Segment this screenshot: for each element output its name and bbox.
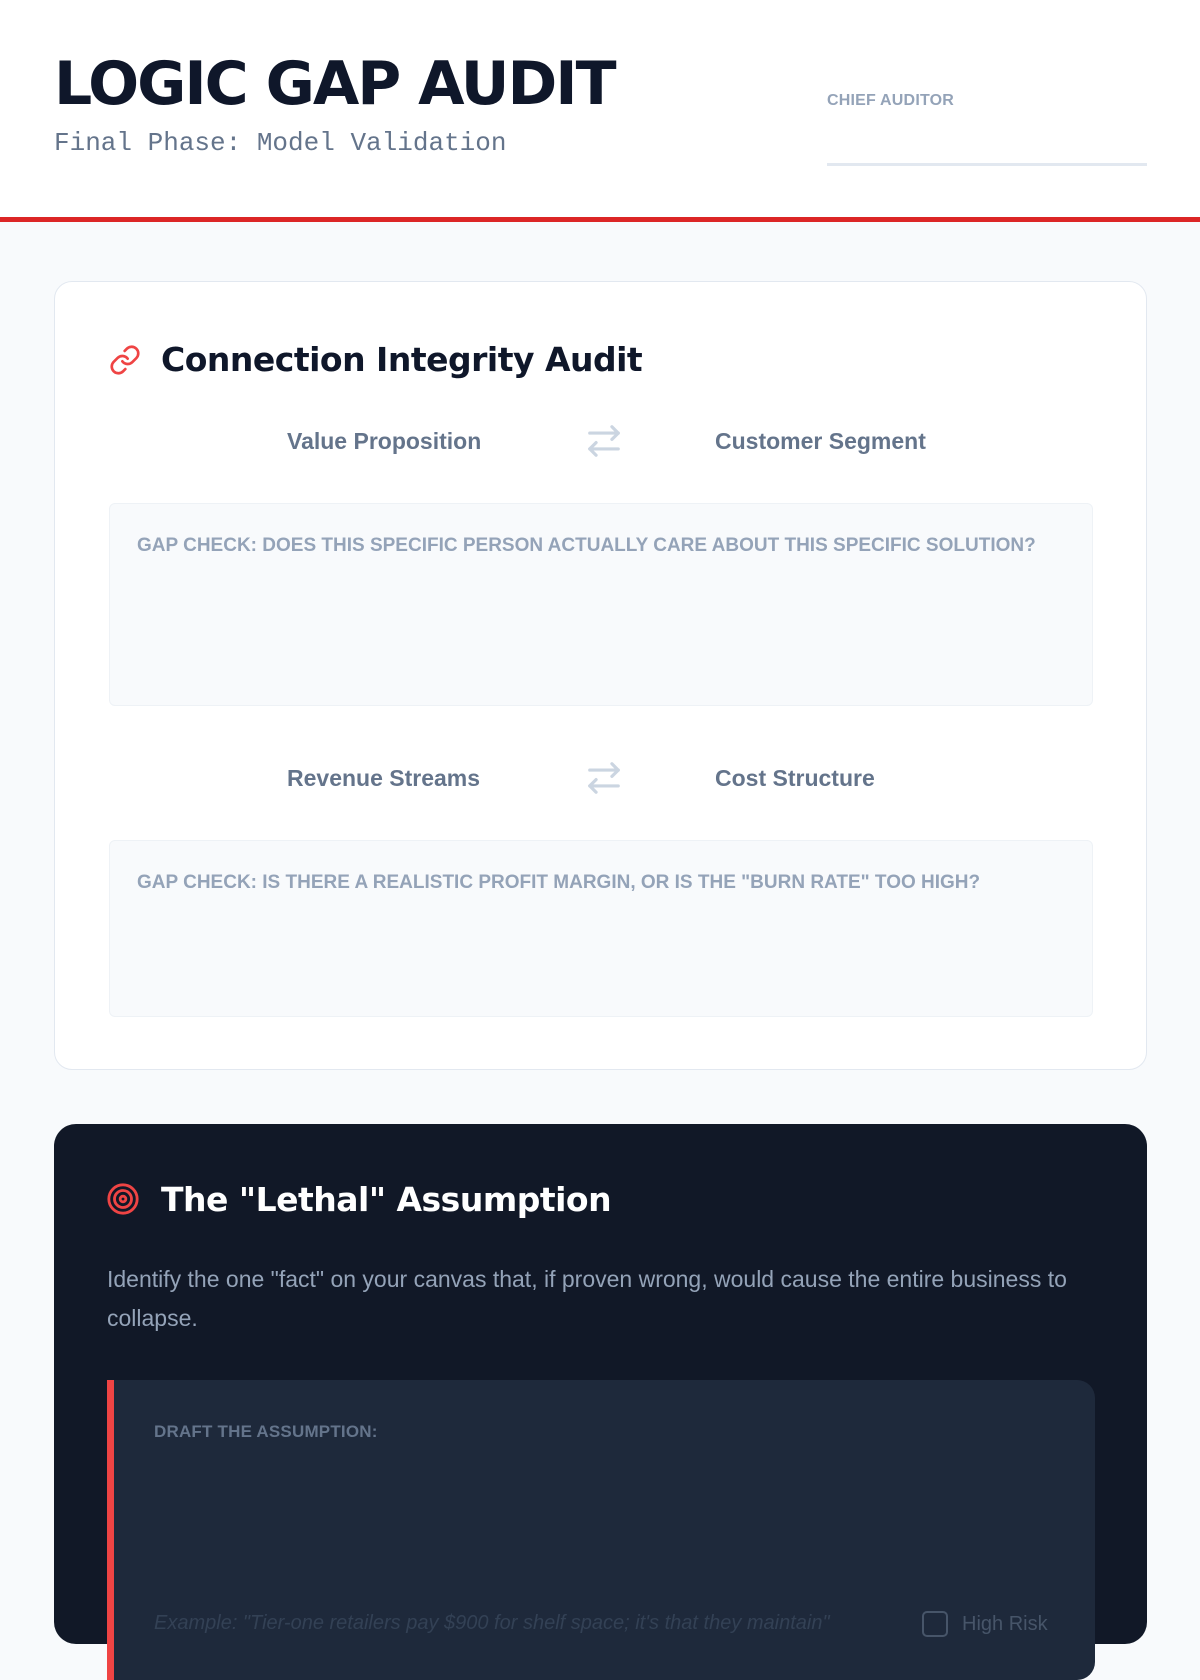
draft-assumption-label: DRAFT THE ASSUMPTION: [154, 1422, 378, 1441]
pair-left-label: Value Proposition [287, 428, 482, 454]
high-risk-checkbox[interactable] [922, 1611, 948, 1637]
swap-arrows-icon [585, 759, 623, 797]
swap-arrows-icon [585, 422, 623, 460]
pair-right-label: Cost Structure [715, 765, 875, 791]
high-risk-label: High Risk [962, 1612, 1048, 1635]
page-title: LOGIC GAP AUDIT [54, 49, 615, 119]
connection-pair [55, 759, 1148, 799]
high-risk-toggle[interactable] [922, 1611, 1048, 1637]
connection-pair [55, 422, 1148, 462]
chief-auditor-label: CHIEF AUDITOR [827, 92, 955, 109]
target-icon [106, 1182, 140, 1216]
lethal-assumption-card [54, 1124, 1147, 1644]
lethal-title: The "Lethal" Assumption [161, 1180, 612, 1219]
pair-left-label: Revenue Streams [287, 765, 481, 791]
assumption-example: Example: "Tier-one retailers pay $900 for shelf space; it's that they maintain" [154, 1612, 830, 1634]
pair-right-label: Customer Segment [715, 428, 926, 454]
connection-integrity-card [54, 281, 1147, 1070]
draft-assumption-input[interactable] [154, 1460, 1054, 1580]
draft-assumption-box [107, 1380, 1095, 1680]
link-icon [109, 344, 141, 376]
gap-check-input[interactable] [109, 840, 1093, 1017]
chief-auditor-input[interactable] [827, 120, 1147, 166]
page-subtitle: Final Phase: Model Validation [54, 128, 507, 158]
page-header [0, 0, 1200, 222]
connection-integrity-heading [109, 340, 642, 379]
lethal-description: Identify the one "fact" on your canvas that, if proven wrong, would cause the entire business to collapse. [107, 1266, 1067, 1331]
card-title: Connection Integrity Audit [161, 340, 643, 379]
gap-check-input[interactable] [109, 503, 1093, 706]
